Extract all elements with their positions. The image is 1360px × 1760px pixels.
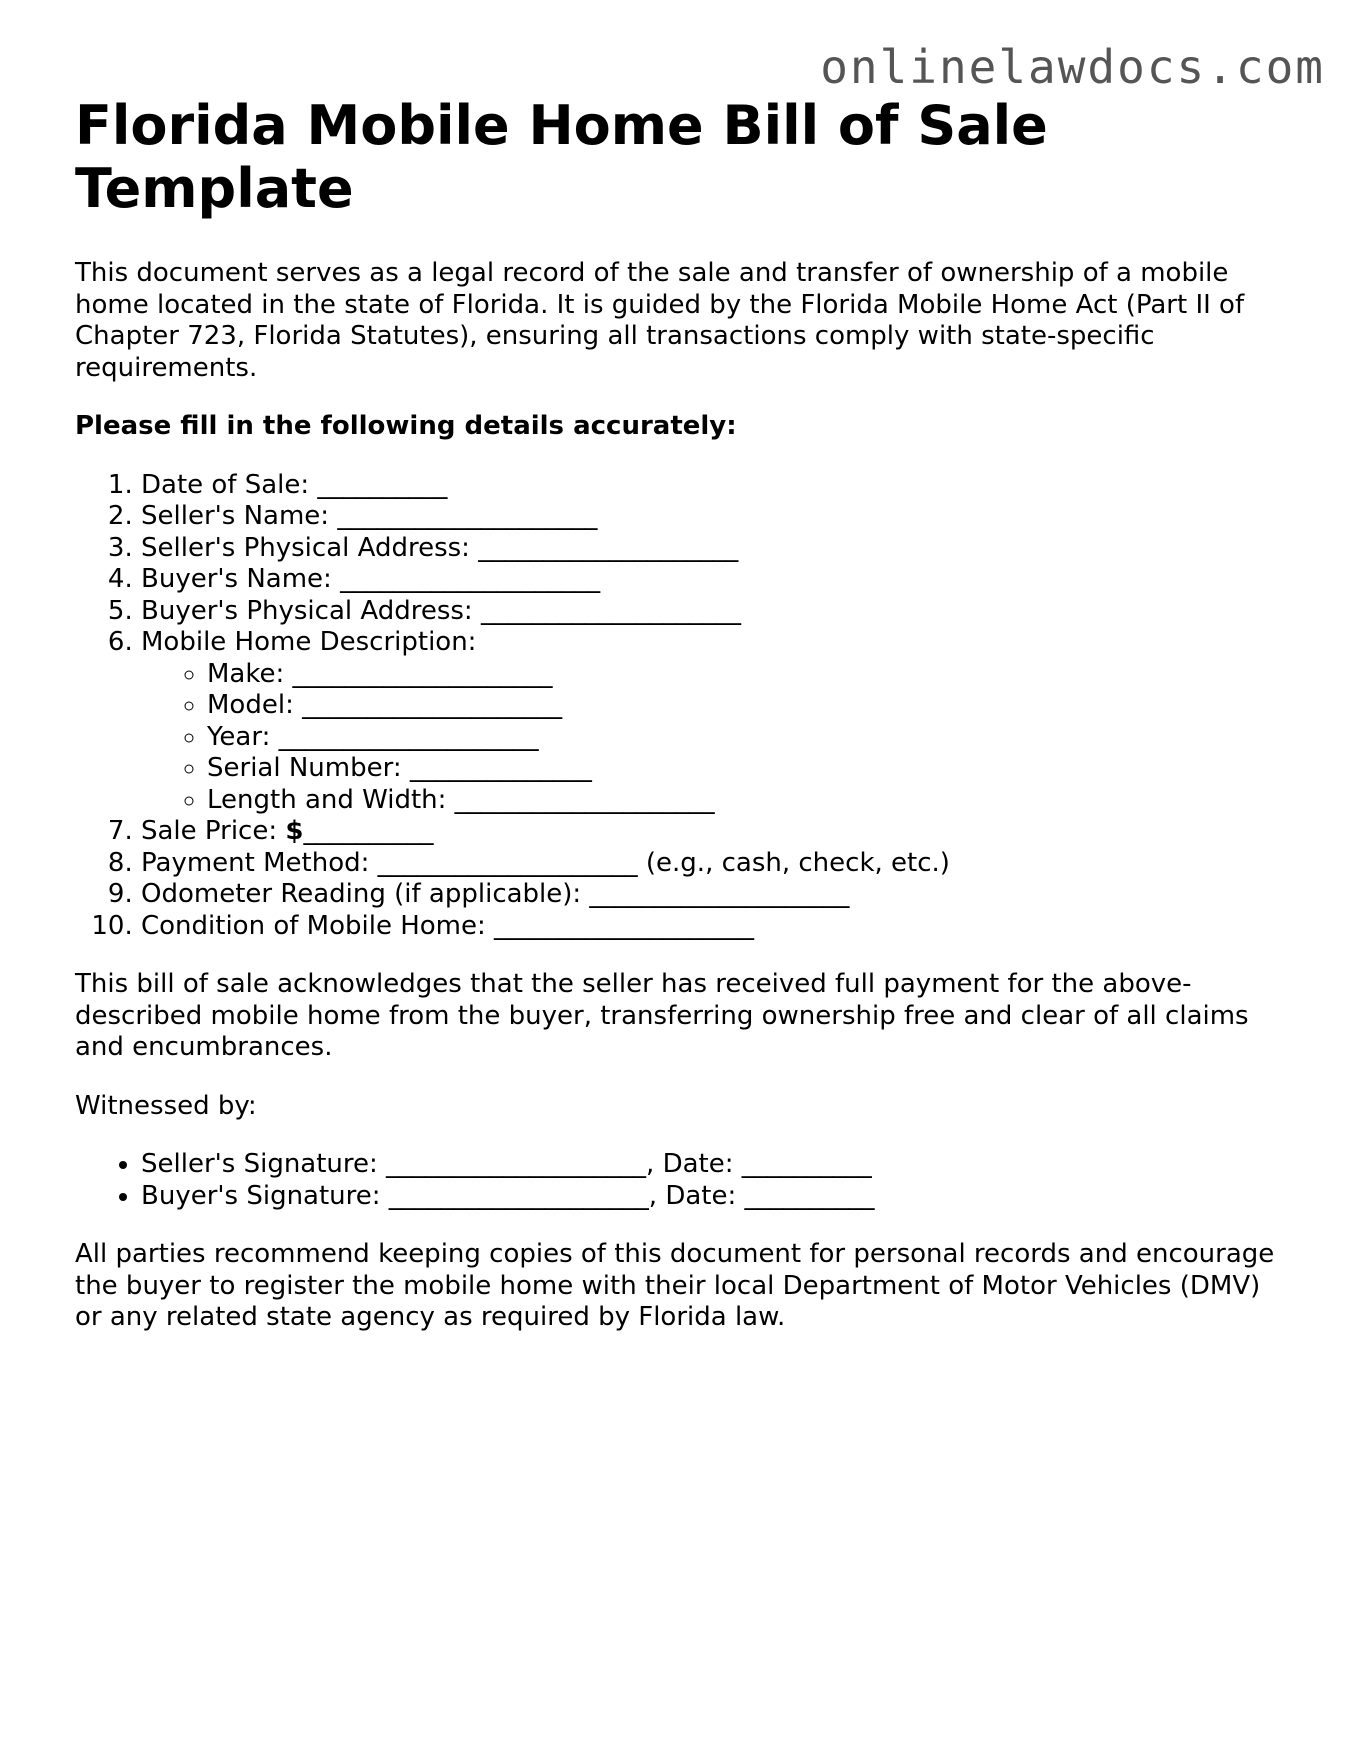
signature-list (75, 1149, 1290, 1212)
field-sale-price (141, 816, 1290, 848)
sale-price-label: Sale Price: (141, 816, 286, 846)
description-label: Mobile Home Description: (141, 627, 477, 657)
closing-paragraph: All parties recommend keeping copies of this document for personal records and encourage the buyer to register the mobile home with their local Department of Motor Vehicles (DMV) or any related state agency as required by Florida law. (75, 1239, 1275, 1332)
field-date-of-sale: 1. Date of Sale: __________ (141, 470, 1290, 502)
sale-price-blank: __________ (303, 816, 434, 846)
field-make: ◦ Make: ____________________ (207, 659, 1290, 691)
intro-paragraph: This document serves as a legal record of the sale and transfer of ownership of a mobile home located in the state of Florida. It is guided by the Florida Mobile Home Act (Part II of Chapter 723, Florida Statutes), ensuring all transactions comply with state-specific requirements. (75, 258, 1245, 383)
document-body (75, 94, 1290, 1334)
field-model: ◦ Model: ____________________ (207, 690, 1290, 722)
witnessed-by-label: Witnessed by: (75, 1090, 257, 1121)
field-odometer: 9. Odometer Reading (if applicable): ____________________ (141, 879, 1290, 911)
field-payment-method: 8. Payment Method: ____________________ (e.g., cash, check, etc.) (141, 848, 1290, 880)
field-length-width: ◦ Length and Width: ____________________ (207, 785, 1290, 817)
seller-signature-line: • Seller's Signature: ____________________, Date: __________ (141, 1149, 1290, 1181)
buyer-signature-line: • Buyer's Signature: ____________________, Date: __________ (141, 1181, 1290, 1213)
field-condition: 10. Condition of Mobile Home: ____________________ (141, 911, 1290, 943)
acknowledgement-paragraph: This bill of sale acknowledges that the seller has received full payment for the above-described mobile home from the buyer, transferring ownership free and clear of all claims and encumbrances. (75, 969, 1249, 1062)
page-title: Florida Mobile Home Bill of Sale Template (75, 94, 1048, 220)
fill-instruction: Please fill in the following details accurately: (75, 411, 737, 441)
field-buyer-name: 4. Buyer's Name: ____________________ (141, 564, 1290, 596)
field-serial-number: ◦ Serial Number: ______________ (207, 753, 1290, 785)
field-mobile-home-description (141, 627, 1290, 816)
field-seller-name: 2. Seller's Name: ____________________ (141, 501, 1290, 533)
field-year: ◦ Year: ____________________ (207, 722, 1290, 754)
sale-details-list (75, 470, 1290, 943)
description-sublist (141, 659, 1290, 817)
field-seller-address: 3. Seller's Physical Address: ____________________ (141, 533, 1290, 565)
currency-symbol: $ (285, 816, 304, 846)
field-buyer-address: 5. Buyer's Physical Address: ____________________ (141, 596, 1290, 628)
site-watermark: onlinelawdocs.com (820, 40, 1325, 94)
